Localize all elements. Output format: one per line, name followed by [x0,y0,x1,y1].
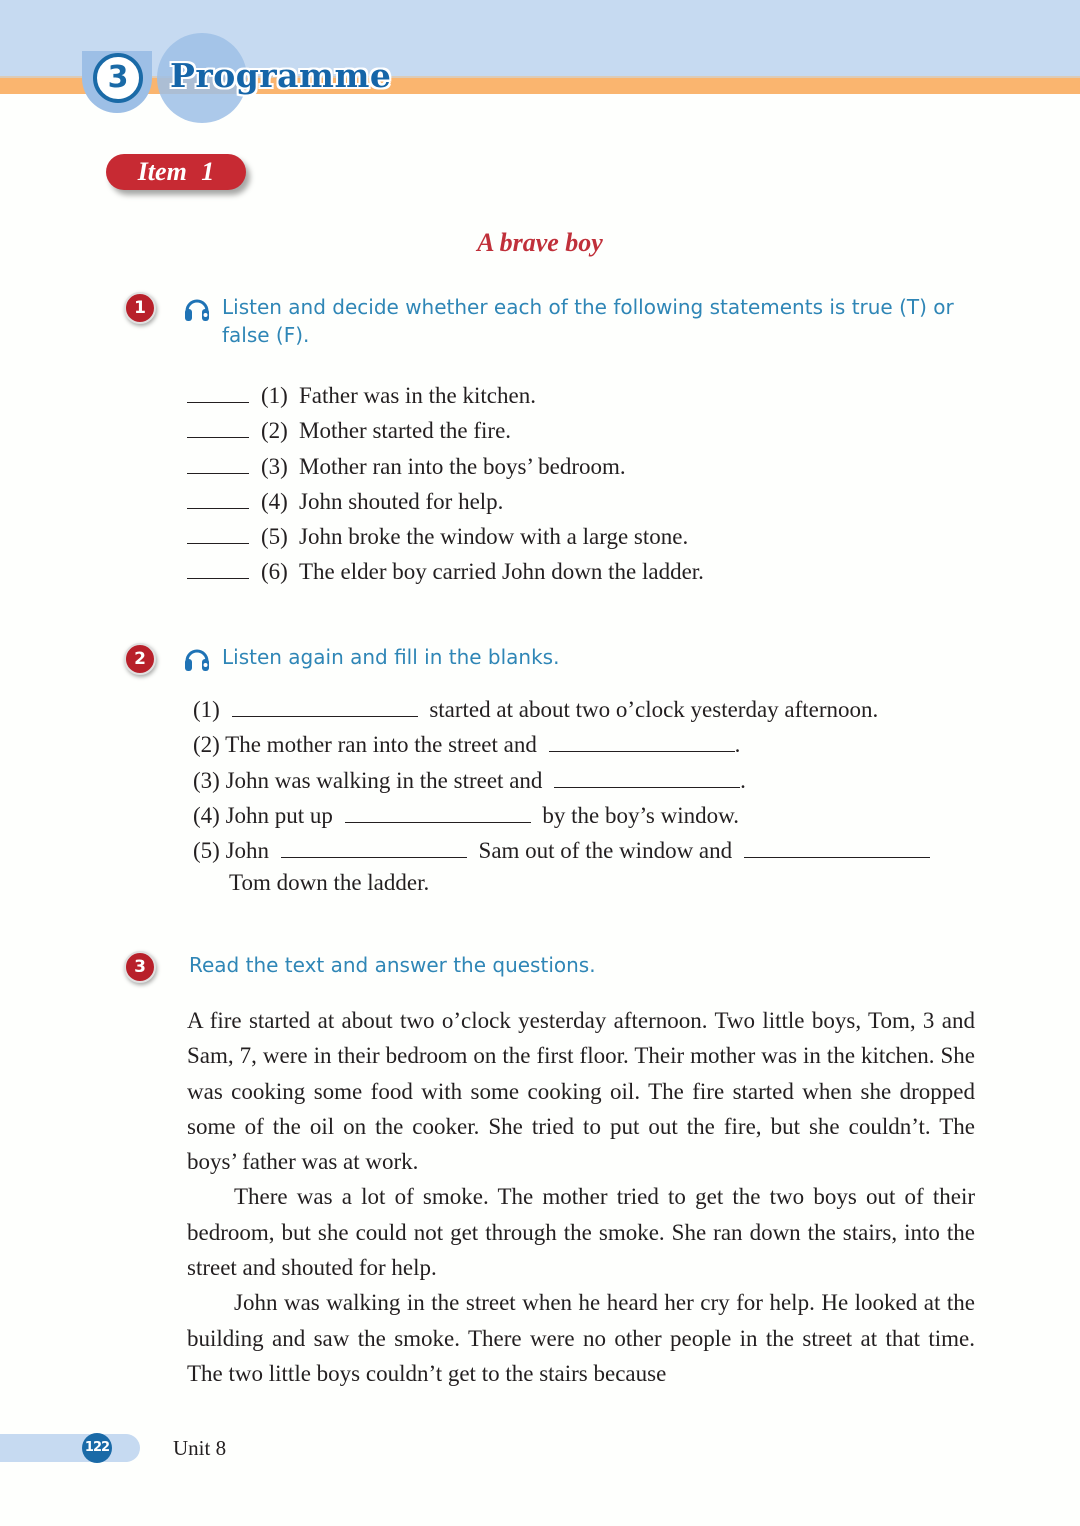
page-number: 122 [82,1433,112,1463]
fill-blank[interactable] [281,835,467,858]
fill-blank[interactable] [549,729,735,752]
statement-text: Mother started the fire. [299,418,512,444]
passage-paragraph: John was walking in the street when he heard her cry for help. He looked at the building and saw the smoke. There were no other people in the street at that time. The two little boys couldn’t get to the stairs because [187,1290,975,1386]
reading-passage [187,1003,975,1391]
fill-blank[interactable] [345,800,531,823]
section-title: Programme [170,56,392,95]
statement-number: (5) [261,524,288,550]
task-3-instruction: Read the text and answer the questions. [189,953,596,977]
passage-paragraph: A fire started at about two o’clock yesterday afternoon. Two little boys, Tom, 3 and Sam, 7, were in their bedroom on the first floor. Their mother was in the kitchen. She was cooking some food with some cooking oil. The fire started when she dropped some of the oil on the cooker. She tried to put out the fire, but she couldn’t. The boys’ father was at work. [187,1008,975,1175]
statement-row [187,554,704,589]
answer-blank[interactable] [187,554,249,579]
story-title: A brave boy [477,228,603,257]
statement-text: John broke the window with a large stone. [299,524,689,550]
item-text: . [734,732,741,758]
item-text: The mother ran into the street and [225,732,537,758]
item-number: (4) [193,802,220,828]
item-text: Sam out of the window and [478,838,733,864]
item-label: Item 1 [106,154,246,190]
task-number-badge: 1 [124,292,156,324]
fill-blank[interactable] [744,835,930,858]
statement-row [187,378,704,413]
item-number: (1) [193,697,220,722]
answer-blank[interactable] [187,519,249,544]
item-text: Tom down the ladder. [229,870,430,896]
statement-row [187,413,704,448]
task-2-instruction: Listen again and fill in the blanks. [222,645,560,669]
statement-number: (6) [261,559,288,585]
item-number: (5) [193,838,220,864]
instruction-line: Listen and decide whether each of the following statements is true (T) or [222,295,954,319]
headphones-icon [184,645,210,673]
fill-row-continuation [193,870,936,905]
fill-row [193,729,936,764]
section-number-badge: 3 [93,53,143,103]
item-text: John was walking in the street and [225,767,543,793]
item-text: started at about two o’clock yesterday afternoon. [429,697,879,722]
fill-row [193,694,936,729]
fill-row [193,800,936,835]
instruction-line: false (F). [222,323,310,347]
item-text: by the boy’s window. [542,802,739,828]
item-number: (2) [193,732,220,758]
footer-bar [0,1434,140,1462]
statement-number: (4) [261,488,288,514]
headphones-icon [184,295,210,323]
statement-text: John shouted for help. [299,488,504,514]
statement-number: (3) [261,453,288,479]
item-number: (3) [193,767,220,793]
fill-blank[interactable] [554,765,740,788]
answer-blank[interactable] [187,413,249,438]
answer-blank[interactable] [187,449,249,474]
passage-paragraph: There was a lot of smoke. The mother tried to get the two boys out of their bedroom, but she could not get through the smoke. She ran down the stairs, into the street and shouted for help. [187,1184,975,1281]
statement-number: (1) [261,383,288,408]
statement-text: Father was in the kitchen. [299,383,536,408]
statement-row [187,484,704,519]
statement-row [187,449,704,484]
item-text: John [225,838,270,864]
fill-row [193,765,936,800]
answer-blank[interactable] [187,378,249,403]
fill-in-list [193,694,936,906]
fill-row [193,835,936,870]
task-1-instruction [222,293,982,349]
answer-blank[interactable] [187,484,249,509]
statement-text: Mother ran into the boys’ bedroom. [299,453,626,479]
statement-row [187,519,704,554]
fill-blank[interactable] [232,694,418,717]
true-false-list [187,378,704,590]
task-number-badge: 3 [124,951,156,983]
item-text: . [740,767,746,793]
task-number-badge: 2 [124,643,156,675]
statement-number: (2) [261,418,288,444]
item-text: John put up [225,802,333,828]
statement-text: The elder boy carried John down the ladder. [299,559,704,585]
unit-label: Unit 8 [173,1436,227,1460]
